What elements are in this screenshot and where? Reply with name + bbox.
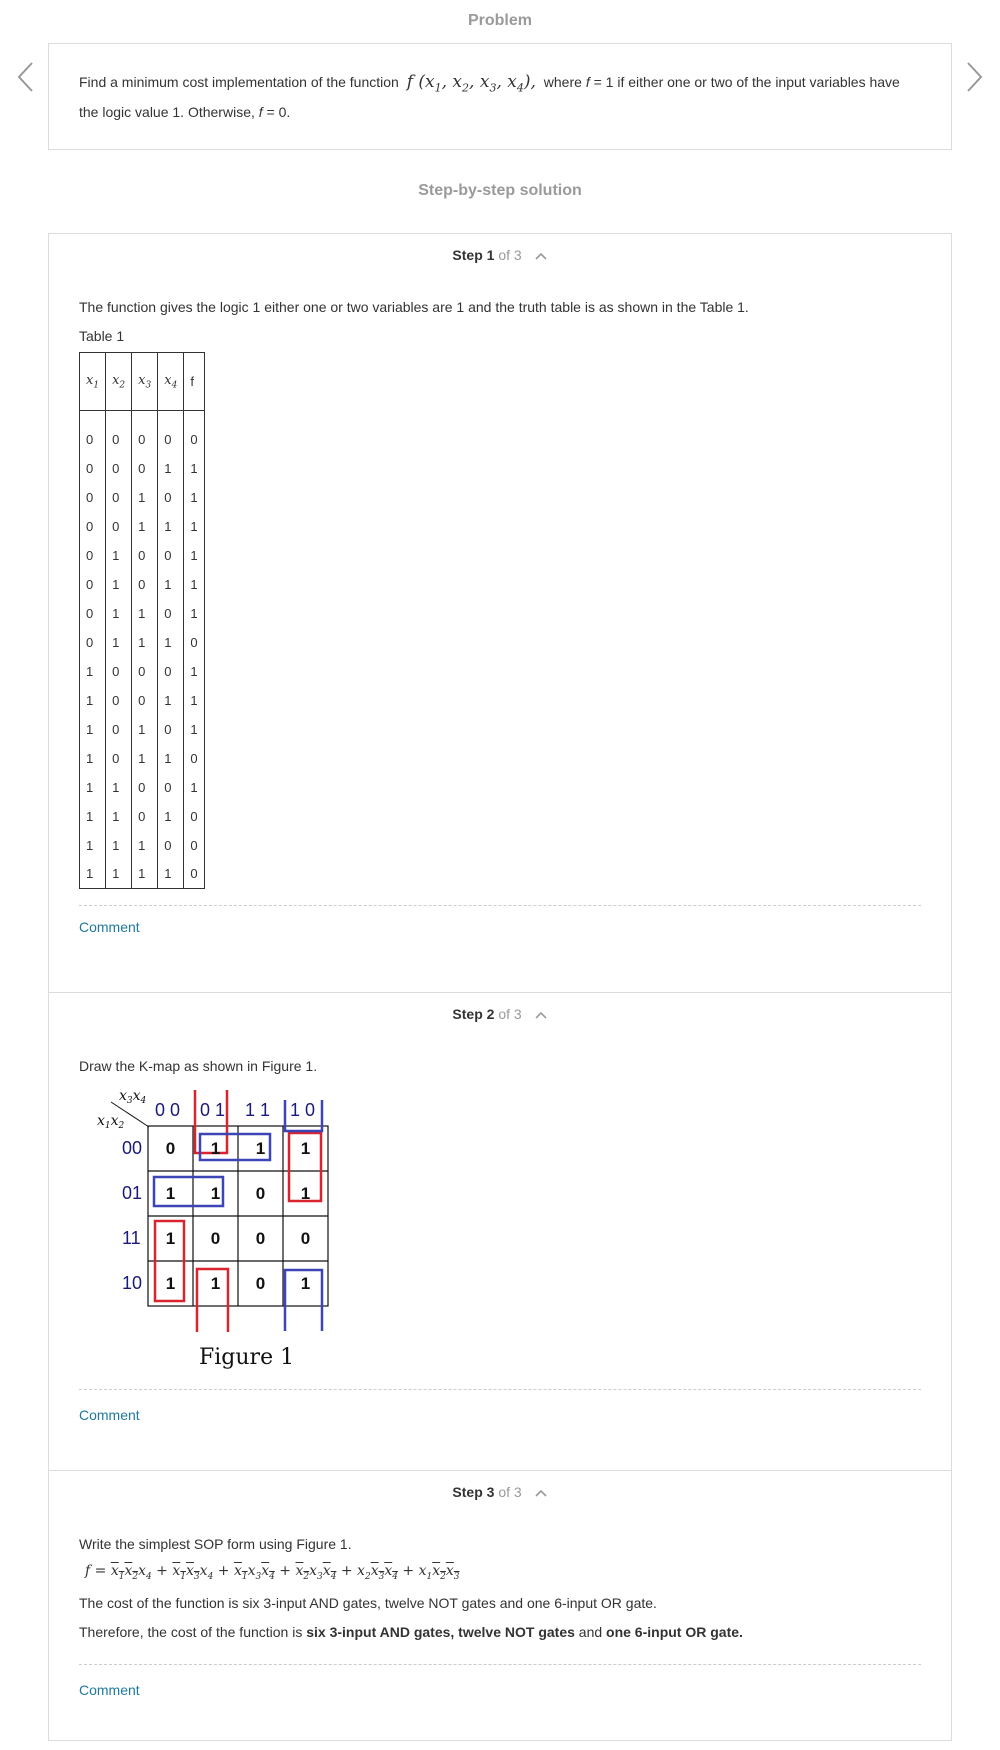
table-cell: 0 <box>132 570 158 599</box>
kmap-cell: 1 <box>165 1183 176 1203</box>
table-row <box>80 425 205 454</box>
step-2-intro: Draw the K-map as shown in Figure 1. <box>79 1058 318 1074</box>
collapse-icon[interactable] <box>534 1488 548 1498</box>
step-2-block <box>48 993 952 1471</box>
therefore-prefix: Therefore, the cost of the function is <box>79 1623 307 1640</box>
table-cell: 0 <box>106 483 132 512</box>
problem-text-end: = 0. <box>262 104 291 121</box>
table-cell: 0 <box>106 744 132 773</box>
therefore-line <box>79 1622 921 1642</box>
table-cell: 0 <box>106 657 132 686</box>
table-cell: 0 <box>132 454 158 483</box>
table-cell: 0 <box>106 425 132 454</box>
table-cell: 1 <box>80 860 106 889</box>
step-3-block <box>48 1471 952 1741</box>
kmap-col-label: 0 1 <box>200 1100 226 1120</box>
truth-table <box>79 352 205 889</box>
kmap-cell: 1 <box>165 1273 176 1293</box>
table-cell: 0 <box>106 686 132 715</box>
cost-line: The cost of the function is six 3-input AND gates, twelve NOT gates and one 6-input OR gate. <box>79 1594 657 1611</box>
kmap-row-label: 00 <box>122 1138 143 1158</box>
kmap-cell: 0 <box>210 1228 221 1248</box>
comment-link-step-1[interactable]: Comment <box>79 919 140 935</box>
kmap-row-label: 01 <box>122 1183 143 1203</box>
table-cell: 0 <box>158 483 184 512</box>
step-1-intro: The function gives the logic 1 either one or two variables are 1 and the truth table is as shown in the Table 1. <box>79 299 749 315</box>
step-2-header[interactable] <box>49 1006 951 1026</box>
table-cell: 1 <box>184 541 204 570</box>
problem-text-after: = 1 if either one or two of the input variables have the logic value 1. Otherwise, <box>79 74 900 121</box>
step-3-label: Step 3 <box>452 1484 495 1500</box>
table-cell: 1 <box>80 802 106 831</box>
table-cell: 1 <box>132 831 158 860</box>
previous-arrow-icon[interactable] <box>14 60 36 94</box>
table-row <box>80 483 205 512</box>
header-f: f <box>184 353 204 411</box>
kmap-cell: 1 <box>300 1183 311 1203</box>
table-row <box>80 541 205 570</box>
table-row <box>80 802 205 831</box>
table-cell: 0 <box>132 802 158 831</box>
kmap-cell: 1 <box>210 1138 221 1158</box>
problem-heading: Problem <box>467 12 532 29</box>
table-cell: 0 <box>106 454 132 483</box>
problem-text-before: Find a minimum cost implementation of the function <box>79 74 399 90</box>
table-cell: 1 <box>106 599 132 628</box>
collapse-icon[interactable] <box>534 251 548 261</box>
table-row <box>80 715 205 744</box>
table-cell: 0 <box>184 628 204 657</box>
table-cell: 0 <box>184 831 204 860</box>
kmap-col-label: 0 0 <box>155 1100 181 1120</box>
table-cell: 0 <box>80 628 106 657</box>
table-cell: 1 <box>106 541 132 570</box>
step-1-of: of 3 <box>498 247 522 263</box>
table-cell: 1 <box>80 744 106 773</box>
table-cell: 1 <box>132 599 158 628</box>
table-cell: 1 <box>158 454 184 483</box>
kmap-cell: 1 <box>300 1138 311 1158</box>
table-cell: 1 <box>80 715 106 744</box>
table-cell: 1 <box>106 773 132 802</box>
table-cell: 0 <box>158 599 184 628</box>
svg-text:x3x4: $x_3x_4$ <box>119 1090 147 1106</box>
kmap-cell: 0 <box>255 1273 266 1293</box>
comment-link-step-3[interactable]: Comment <box>79 1682 140 1698</box>
step-1-header[interactable] <box>49 247 951 267</box>
kmap-cell: 0 <box>165 1138 176 1158</box>
table-cell: 0 <box>158 425 184 454</box>
table-cell: 1 <box>132 483 158 512</box>
kmap-cell: 0 <box>300 1228 311 1248</box>
kmap-cell: 0 <box>255 1228 266 1248</box>
step-3-header[interactable] <box>49 1484 951 1504</box>
table-cell: 1 <box>132 512 158 541</box>
header-x1: $x_1$ <box>80 353 106 411</box>
table-cell: 1 <box>184 715 204 744</box>
step-2-of: of 3 <box>498 1006 522 1022</box>
step-2-label: Step 2 <box>452 1006 495 1022</box>
table-cell: 1 <box>158 570 184 599</box>
kmap-row-label: 11 <box>122 1228 141 1248</box>
table-cell: 1 <box>158 628 184 657</box>
table-cell: 0 <box>132 686 158 715</box>
table-cell: 0 <box>132 425 158 454</box>
table-cell: 1 <box>184 773 204 802</box>
table-cell: 1 <box>158 686 184 715</box>
problem-f-var: f <box>585 74 590 90</box>
table-cell: 0 <box>106 512 132 541</box>
kmap-col-label: 1 1 <box>245 1100 271 1120</box>
table-cell: 0 <box>184 860 204 889</box>
table-cell: 0 <box>106 715 132 744</box>
table-cell: 0 <box>184 425 204 454</box>
table-row <box>80 570 205 599</box>
table-cell: 0 <box>132 541 158 570</box>
kmap-cell: 0 <box>255 1183 266 1203</box>
table-cell: 0 <box>158 773 184 802</box>
step-3-intro: Write the simplest SOP form using Figure 1. <box>79 1536 352 1552</box>
table-cell: 1 <box>158 802 184 831</box>
table-row <box>80 686 205 715</box>
kmap-figure <box>89 1090 329 1350</box>
problem-f-var2: f <box>258 104 263 121</box>
table-cell: 0 <box>80 483 106 512</box>
table-cell: 0 <box>158 541 184 570</box>
table-cell: 1 <box>132 628 158 657</box>
table-row <box>80 599 205 628</box>
next-arrow-icon[interactable] <box>964 60 986 94</box>
therefore-bold-2: one 6-input OR gate. <box>606 1623 743 1640</box>
table-cell: 1 <box>158 860 184 889</box>
table-cell: 1 <box>158 512 184 541</box>
collapse-icon[interactable] <box>534 1010 548 1020</box>
table-cell: 1 <box>106 802 132 831</box>
svg-text:x1x2: $x_1x_2$ <box>97 1113 125 1131</box>
therefore-bold-1: six 3-input AND gates, twelve NOT gates <box>306 1623 575 1640</box>
table-cell: 0 <box>80 570 106 599</box>
table-cell: 1 <box>184 483 204 512</box>
kmap-cell: 1 <box>165 1228 176 1248</box>
table-cell: 0 <box>184 744 204 773</box>
problem-card <box>48 43 952 150</box>
table-cell: 1 <box>184 686 204 715</box>
table-cell: 0 <box>132 657 158 686</box>
table-row <box>80 512 205 541</box>
comment-link-step-2[interactable]: Comment <box>79 1407 140 1423</box>
table-cell: 0 <box>80 454 106 483</box>
table-row <box>80 628 205 657</box>
table-cell: 1 <box>80 773 106 802</box>
table-row <box>80 454 205 483</box>
step-1-block <box>48 233 952 993</box>
figure-caption: Figure 1 <box>199 1345 295 1370</box>
sop-formula: $f = x_1x_2x_4 + x_1x_3x_4 + x_1x_3x_4 + x_2x_3x_4 + x_2x_3x_4 + x_1x_2x_3$ <box>85 1563 460 1582</box>
kmap-cell: 1 <box>300 1273 311 1293</box>
table-cell: 1 <box>106 831 132 860</box>
table-cell: 1 <box>80 686 106 715</box>
table-cell: 1 <box>132 860 158 889</box>
problem-text-mid: where <box>543 74 582 90</box>
table-cell: 1 <box>184 657 204 686</box>
table-row <box>80 860 205 889</box>
table-cell: 1 <box>106 628 132 657</box>
table-cell: 0 <box>80 541 106 570</box>
table-cell: 0 <box>184 802 204 831</box>
table-cell: 1 <box>106 570 132 599</box>
table-cell: 0 <box>158 831 184 860</box>
table-row <box>80 773 205 802</box>
step-3-of: of 3 <box>498 1484 522 1500</box>
solution-heading: Step-by-step solution <box>418 182 582 199</box>
table-cell: 0 <box>132 773 158 802</box>
table-cell: 1 <box>106 860 132 889</box>
kmap-row-label: 10 <box>122 1273 143 1293</box>
table-row <box>80 831 205 860</box>
table-cell: 1 <box>184 454 204 483</box>
table-cell: 0 <box>80 425 106 454</box>
table-cell: 1 <box>158 744 184 773</box>
table-cell: 0 <box>80 599 106 628</box>
table-cell: 1 <box>132 715 158 744</box>
problem-function: f ($x_1$, $x_2$, $x_3$, $x_4$), <box>406 72 536 95</box>
table-cell: 1 <box>80 831 106 860</box>
kmap-cell: 1 <box>255 1138 266 1158</box>
table-cell: 1 <box>80 657 106 686</box>
table-cell: 0 <box>158 715 184 744</box>
therefore-and: and <box>574 1623 607 1640</box>
table-cell: 1 <box>184 599 204 628</box>
header-x3: $x_3$ <box>132 353 158 411</box>
table-row <box>80 744 205 773</box>
kmap-cell: 1 <box>210 1183 221 1203</box>
table-caption: Table 1 <box>79 328 125 344</box>
table-cell: 1 <box>184 570 204 599</box>
table-row <box>80 657 205 686</box>
header-x2: $x_2$ <box>106 353 132 411</box>
step-1-label: Step 1 <box>452 247 495 263</box>
table-cell: 0 <box>80 512 106 541</box>
table-cell: 1 <box>184 512 204 541</box>
kmap-col-label: 1 0 <box>290 1100 316 1120</box>
table-cell: 0 <box>158 657 184 686</box>
table-cell: 1 <box>132 744 158 773</box>
kmap-cell: 1 <box>210 1273 221 1293</box>
header-x4: $x_4$ <box>158 353 184 411</box>
